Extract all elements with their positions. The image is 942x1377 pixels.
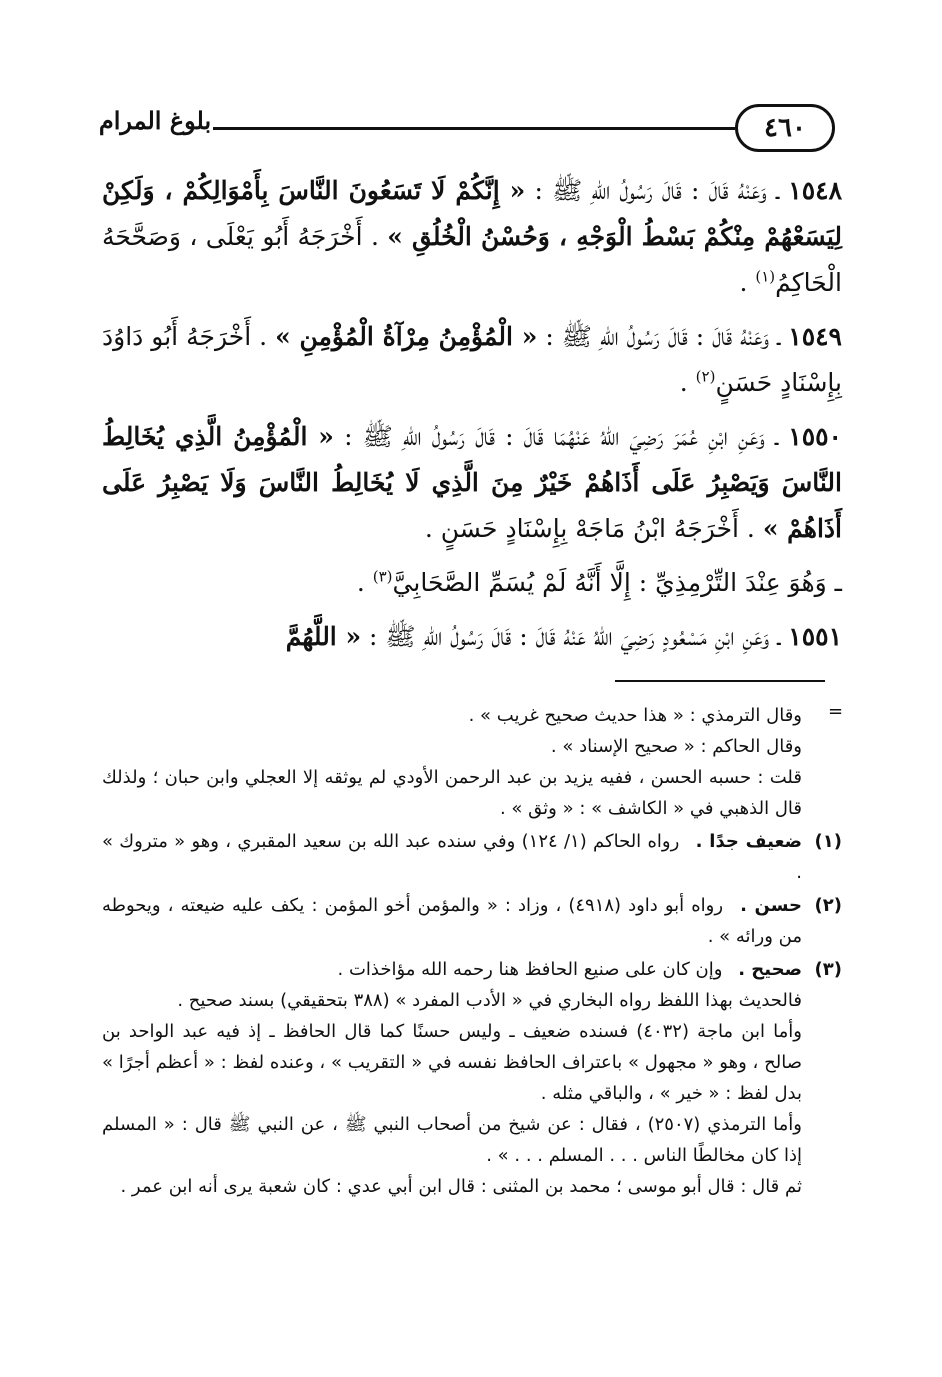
footnote-grade: حسن .	[740, 895, 802, 916]
footnote-1	[102, 826, 842, 888]
tirmidhi-note	[102, 560, 842, 606]
hadith-takhrij: . أَخْرَجَهُ ابْنُ مَاجَهْ بِإِسْنَادٍ حَسَنٍ .	[424, 514, 755, 543]
footnote-paragraph: وقال الحاكم : « صحيح الإسناد » .	[550, 736, 802, 757]
footnote-2	[102, 890, 842, 952]
footnote-paragraph: وأما الترمذي (٢٥٠٧) ، فقال : عن شيخ من أصحاب النبي ﷺ ، عن النبي ﷺ قال : « المسلم إذا كان مخالطًا الناس . . . المسلم . . . » .	[102, 1114, 803, 1166]
footnote-paragraph: رواه أبو داود (٤٩١٨) ، وزاد : « والمؤمن أخو المؤمن : يكف عليه ضيعته ، ويحوطه من ورائه » .	[102, 895, 802, 947]
hadith-number: ١٥٤٩	[788, 322, 842, 351]
tirmidhi-note-text: ـ وَهُوَ عِنْدَ التِّرْمِذِيِّ : إِلَّا أَنَّهُ لَمْ يُسَمِّ الصَّحَابِيَّ	[392, 568, 842, 597]
footnote-ref: (١)	[755, 267, 776, 286]
hadith-matn: « اللَّهُمَّ	[285, 622, 362, 651]
footnote-grade: ضعيف جدًا .	[695, 831, 803, 852]
footnote-ref: (٣)	[372, 567, 393, 586]
hadith-1548	[102, 168, 842, 306]
footnote-marker: (٢)	[814, 895, 842, 916]
tirmidhi-note-end: .	[356, 568, 365, 597]
footnote-paragraph: وإن كان على صنيع الحافظ هنا رحمه الله مؤاخذات .	[337, 959, 723, 980]
footnote-marker	[802, 700, 842, 824]
hadith-number: ١٥٥٠	[788, 422, 842, 451]
hadith-end: .	[679, 368, 688, 397]
hadith-matn: « الْمُؤْمِنُ مِرْآةُ الْمُؤْمِنِ »	[275, 322, 538, 351]
hadith-matn: « إِنَّكُمْ لَا تَسَعُونَ النَّاسَ بِأَمْوَالِكُمْ ، وَلَكِنْ لِيَسَعْهُمْ مِنْكُمْ بَسْطُ الْوَجْهِ ، وَحُسْنُ الْخُلُقِ »	[102, 176, 842, 251]
footnotes	[102, 700, 842, 1204]
hadith-intro: ـ وَعَنِ ابْنِ عُمَرَ رَضِيَ اللهُ عَنْهُمَا قَالَ : قَالَ رَسُولُ اللهِ ﷺ :	[344, 422, 779, 451]
continuation-mark: =	[828, 701, 844, 722]
footnote-grade: صحيح .	[738, 959, 802, 980]
footnote-paragraph: رواه الحاكم (١/ ١٢٤) وفي سنده عبد الله بن سعيد المقبري ، وهو « متروك » .	[102, 831, 802, 883]
footnote-marker: (٣)	[814, 959, 842, 980]
footnote-3	[102, 954, 842, 1202]
hadith-takhrij: . أَخْرَجَهُ أَبُو دَاوُدَ بِإِسْنَادٍ حَسَنٍ	[102, 322, 842, 397]
footnote-marker: (١)	[814, 831, 842, 852]
hadith-1550	[102, 414, 842, 552]
header-rule	[213, 127, 735, 130]
footnote-paragraph: فالحديث بهذا اللفظ رواه البخاري في « الأدب المفرد » (٣٨٨ بتحقيقي) بسند صحيح .	[177, 990, 802, 1011]
hadith-text	[102, 168, 842, 668]
footnote-paragraph: قلت : حسبه الحسن ، ففيه يزيد بن عبد الرحمن الأودي لم يوثقه إلا العجلي وابن حبان ؛ ولذلك قال الذهبي في « الكاشف » : « وثق » .	[102, 767, 802, 819]
footnote-continuation	[102, 700, 842, 824]
book-title: بلوغ المرام	[98, 106, 212, 135]
hadith-takhrij: . أَخْرَجَهُ أَبُو يَعْلَى ، وَصَحَّحَهُ الْحَاكِمُ	[102, 222, 842, 297]
hadith-number: ١٥٥١	[788, 622, 842, 651]
footnote-paragraph: وقال الترمذي : « هذا حديث صحيح غريب » .	[468, 705, 802, 726]
footnote-paragraph: ثم قال : قال أبو موسى ؛ محمد بن المثنى : قال ابن أبي عدي : كان شعبة يرى أنه ابن عمر .	[120, 1176, 802, 1197]
hadith-intro: ـ وَعَنِ ابْنِ مَسْعُودٍ رَضِيَ اللهُ عَنْهُ قَالَ : قَالَ رَسُولُ اللهِ ﷺ :	[369, 622, 781, 651]
hadith-number: ١٥٤٨	[788, 176, 843, 205]
footnote-paragraph: وأما ابن ماجة (٤٠٣٢) فسنده ضعيف ـ وليس حسنًا كما قال الحافظ ـ إذ فيه عبد الواحد بن صالح ، وهو « مجهول » باعتراف الحافظ نفسه في « التقريب » ، وعنده لفظ : « أعظم أجرًا » بدل لفظ : « خير » ، والباقي مثله .	[102, 1021, 802, 1104]
page-header	[95, 100, 835, 160]
hadith-matn: « الْمُؤْمِنُ الَّذِي يُخَالِطُ النَّاسَ وَيَصْبِرُ عَلَى أَذَاهُمْ خَيْرٌ مِنَ الَّذِي لَا يُخَالِطُ النَّاسَ وَلَا يَصْبِرُ عَلَى أَذَاهُمْ »	[102, 422, 842, 543]
page-number: ٤٦٠	[735, 104, 835, 152]
hadith-end: .	[739, 268, 748, 297]
footnote-ref: (٢)	[695, 367, 716, 386]
hadith-1551	[102, 614, 842, 660]
footnote-separator	[615, 680, 825, 682]
hadith-intro: ـ وَعَنْهُ قَالَ : قَالَ رَسُولُ اللهِ ﷺ :	[534, 176, 780, 205]
hadith-1549	[102, 314, 842, 406]
hadith-intro: ـ وَعَنْهُ قَالَ : قَالَ رَسُولُ اللهِ ﷺ :	[545, 322, 781, 351]
